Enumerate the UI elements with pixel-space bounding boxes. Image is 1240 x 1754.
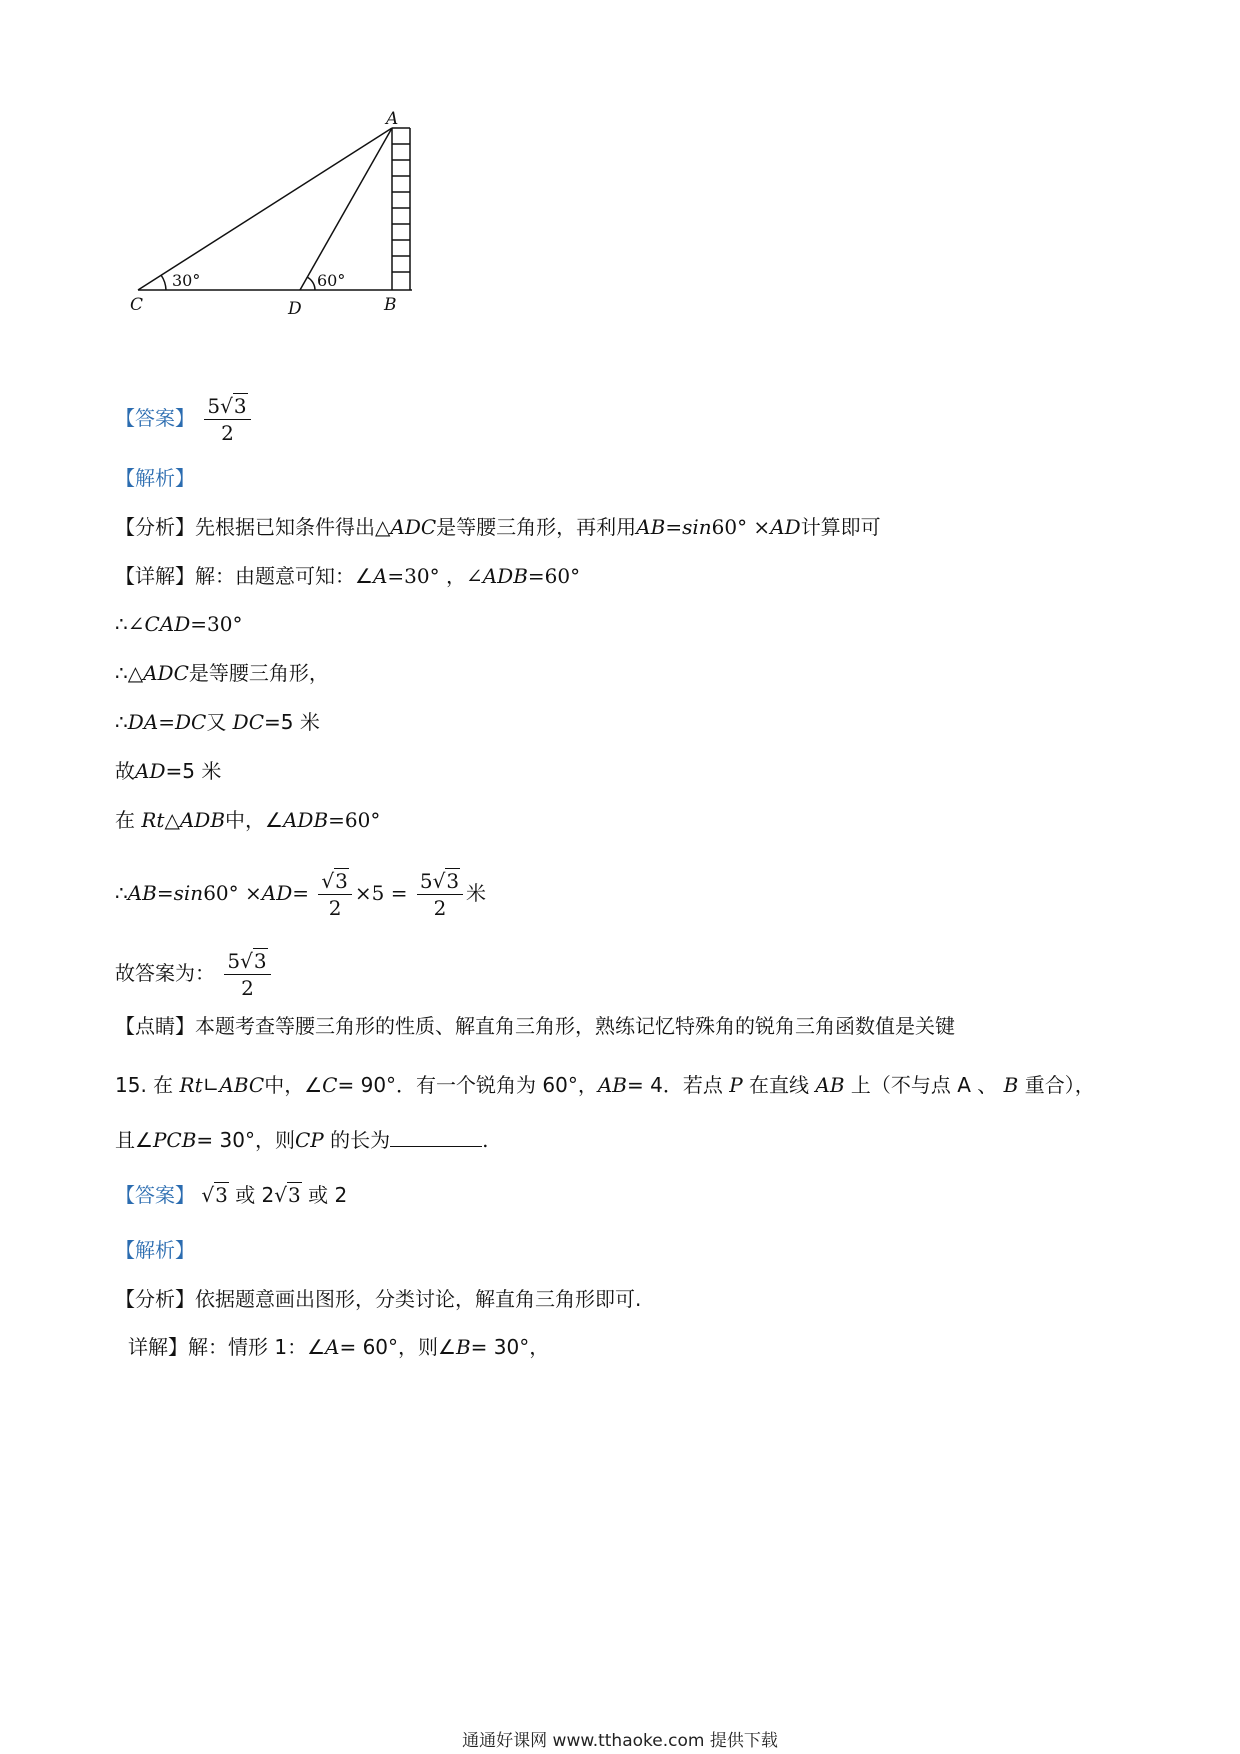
- q14-conclusion: 故答案为： $\frac{5√3}{2}$: [115, 948, 274, 1001]
- answer-tag: 【答案】: [115, 406, 195, 430]
- answer-fraction: $\frac{5√3}{2}$: [204, 393, 250, 446]
- answer-blank: [390, 1126, 482, 1147]
- conclusion-fraction: $\frac{5√3}{2}$: [224, 948, 270, 1001]
- q14-step-2: ∴∠CAD=30°: [115, 612, 243, 636]
- ladder-triangle-diagram: [130, 110, 430, 320]
- q14-step-3: ∴△ADC是等腰三角形，: [115, 661, 329, 685]
- q14-step-4: ∴DA=DC又 DC=5 米: [115, 710, 320, 734]
- angle-arc-d: [307, 277, 315, 290]
- q15-answer: 【答案】 √3 或 2√3 或 2: [115, 1183, 348, 1207]
- angle-label-d: 60°: [317, 271, 346, 290]
- q14-step-5: 故AD=5 米: [115, 759, 222, 783]
- q15-fenxi: 【分析】依据题意画出图形，分类讨论，解直角三角形即可.: [115, 1287, 642, 1311]
- segment-da: [300, 128, 392, 290]
- label-a: A: [386, 110, 399, 129]
- fraction-sqrt3-over-2: $\frac{√3}{2}$: [318, 868, 351, 921]
- label-b: B: [384, 295, 397, 315]
- angle-label-c: 30°: [172, 271, 201, 290]
- q14-final-calc: ∴AB=sin60° ×AD= $\frac{√3}{2}$ ×5 = $\frac{5√3}{2}$ 米: [115, 869, 487, 920]
- q14-dianjing: 【点睛】本题考查等腰三角形的性质、解直角三角形，熟练记忆特殊角的锐角三角函数值是关键: [115, 1014, 955, 1038]
- q14-answer: [115, 393, 254, 446]
- page-footer: 通通好课网 www.tthaoke.com 提供下载: [462, 1731, 778, 1751]
- q14-analysis-tag: 【解析】: [115, 466, 195, 490]
- label-c: C: [130, 295, 144, 315]
- q15-detail: 详解】解：情形 1：∠A= 60°，则∠B= 30°，: [128, 1335, 550, 1359]
- q15-question-line-1: 15. 在 Rt∟ABC中，∠C= 90°．有一个锐角为 60°，AB= 4．若点 P 在直线 AB 上（不与点 A 、 B 重合），: [115, 1073, 1095, 1097]
- ladder-rungs: [392, 128, 410, 272]
- q15-analysis-tag: 【解析】: [115, 1238, 195, 1262]
- q14-step-6: 在 Rt△ADB中，∠ADB=60°: [115, 808, 381, 832]
- q14-fenxi: 【分析】先根据已知条件得出△ADC是等腰三角形，再利用AB=sin60° ×AD计算即可: [115, 515, 881, 539]
- q15-question-line-2: 且∠PCB= 30°，则CP 的长为 .: [115, 1128, 489, 1152]
- q14-step-1: 【详解】解：由题意可知：∠A=30° ，∠ADB=60°: [115, 564, 581, 588]
- segment-ca: [138, 128, 392, 290]
- fraction-5sqrt3-over-2: $\frac{5√3}{2}$: [417, 868, 463, 921]
- angle-arc-c: [161, 275, 166, 290]
- label-d: D: [288, 299, 302, 319]
